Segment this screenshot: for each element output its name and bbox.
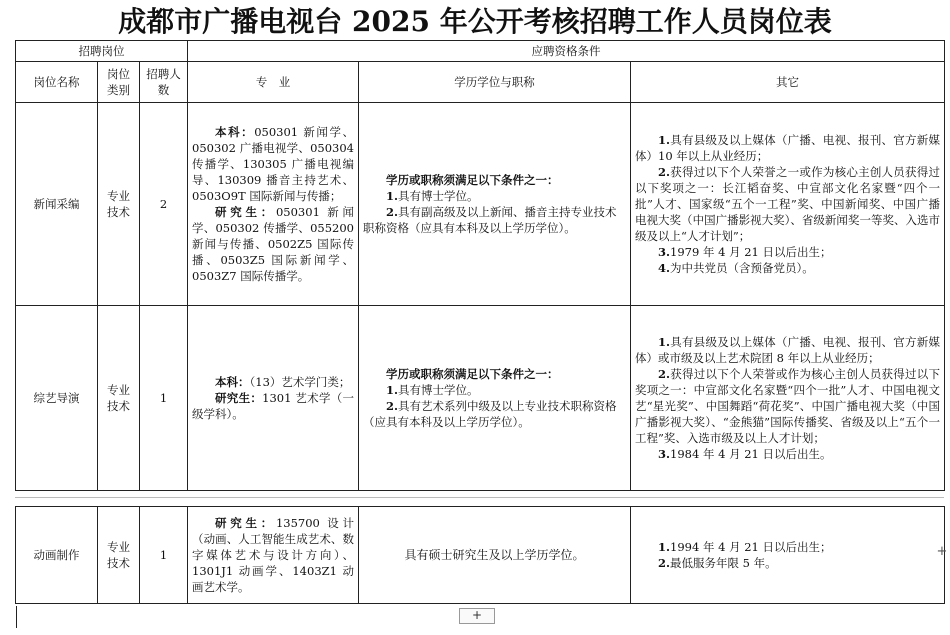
degree-cell: 学历或职称须满足以下条件之一： 1.具有博士学位。 2.具有艺术系列中级及以上专业技术职称资格（应具有本科及以上学历学位）。	[359, 306, 631, 491]
header-position-name: 岗位名称	[16, 62, 98, 103]
add-row-button[interactable]: +	[459, 608, 495, 624]
other-cell: 1.具有县级及以上媒体（广播、电视、报刊、官方新媒体）或市级及以上艺术院团 8 年以上从业经历； 2.获得过以下个人荣誉或作为核心主创人员获得过以下奖项之一：中宣部文化名家暨“四个一批”人才、中国电视文艺“星光奖”、中国舞蹈“荷花奖”、中国广播电视大奖（中国广播影视大奖）、“金熊猫”国际传播奖、省级及以上“五个一工程”奖、入选市级及以上人才计划； 3.1984 年 4 月 21 日以后出生。	[631, 306, 945, 491]
header-other: 其它	[631, 62, 945, 103]
position-type: 专业技术	[98, 103, 140, 306]
position-type: 专业技术	[98, 306, 140, 491]
add-column-button[interactable]: +	[936, 544, 948, 559]
document-title: 成都市广播电视台 2025 年公开考核招聘工作人员岗位表	[118, 5, 832, 38]
recruit-count: 2	[140, 103, 188, 306]
degree-cell: 具有硕士研究生及以上学历学位。	[359, 507, 631, 604]
recruit-count: 1	[140, 306, 188, 491]
positions-table-continued	[15, 506, 945, 604]
positions-table	[15, 40, 945, 491]
header-group-row	[16, 41, 945, 62]
position-name: 综艺导演	[16, 306, 98, 491]
major-cell: 本科：（13）艺术学门类； 研究生：1301 艺术学（一级学科）。	[188, 306, 359, 491]
other-cell: 1.1994 年 4 月 21 日以后出生； 2.最低服务年限 5 年。	[631, 507, 945, 604]
position-type: 专业技术	[98, 507, 140, 604]
text-cursor	[16, 606, 17, 628]
header-major: 专 业	[188, 62, 359, 103]
page-break-divider	[15, 497, 944, 498]
header-qualifications: 应聘资格条件	[188, 41, 945, 62]
recruit-count: 1	[140, 507, 188, 604]
other-cell: 1.具有县级及以上媒体（广播、电视、报刊、官方新媒体）10 年以上从业经历； 2.获得过以下个人荣誉之一或作为核心主创人员获得过以下奖项之一：长江韬奋奖、中宣部文化名家暨“四个一批”人才、国家级“五个一工程”奖、中国新闻奖、中国广播电视大奖（中国广播影视大奖）、省级新闻奖一等奖、入选市级及以上“人才计划”； 3.1979 年 4 月 21 日以后出生； 4.为中共党员（含预备党员）。	[631, 103, 945, 306]
table-row	[16, 306, 945, 491]
header-column-row	[16, 62, 945, 103]
major-cell: 本科：050301 新闻学、050302 广播电视学、050304 传播学、130305 广播电视编导、130309 播音主持艺术、0503O9T 国际新闻与传播； 研究生：050301 新闻学、050302 传播学、055200 新闻与传播、0502Z5 国际传播、0503Z5 国际新闻学、0503Z7 国际传播学。	[188, 103, 359, 306]
position-name: 动画制作	[16, 507, 98, 604]
table-row	[16, 507, 945, 604]
header-recruit-count: 招聘人数	[140, 62, 188, 103]
header-position-type: 岗位类别	[98, 62, 140, 103]
major-cell: 研究生：135700 设计（动画、人工智能生成艺术、数字媒体艺术与设计方向）、1301J1 动画学、1403Z1 动画艺术学。	[188, 507, 359, 604]
position-name: 新闻采编	[16, 103, 98, 306]
degree-cell: 学历或职称须满足以下条件之一： 1.具有博士学位。 2.具有副高级及以上新闻、播音主持专业技术职称资格（应具有本科及以上学历学位）。	[359, 103, 631, 306]
header-recruit-position: 招聘岗位	[16, 41, 188, 62]
table-row	[16, 103, 945, 306]
header-degree: 学历学位与职称	[359, 62, 631, 103]
